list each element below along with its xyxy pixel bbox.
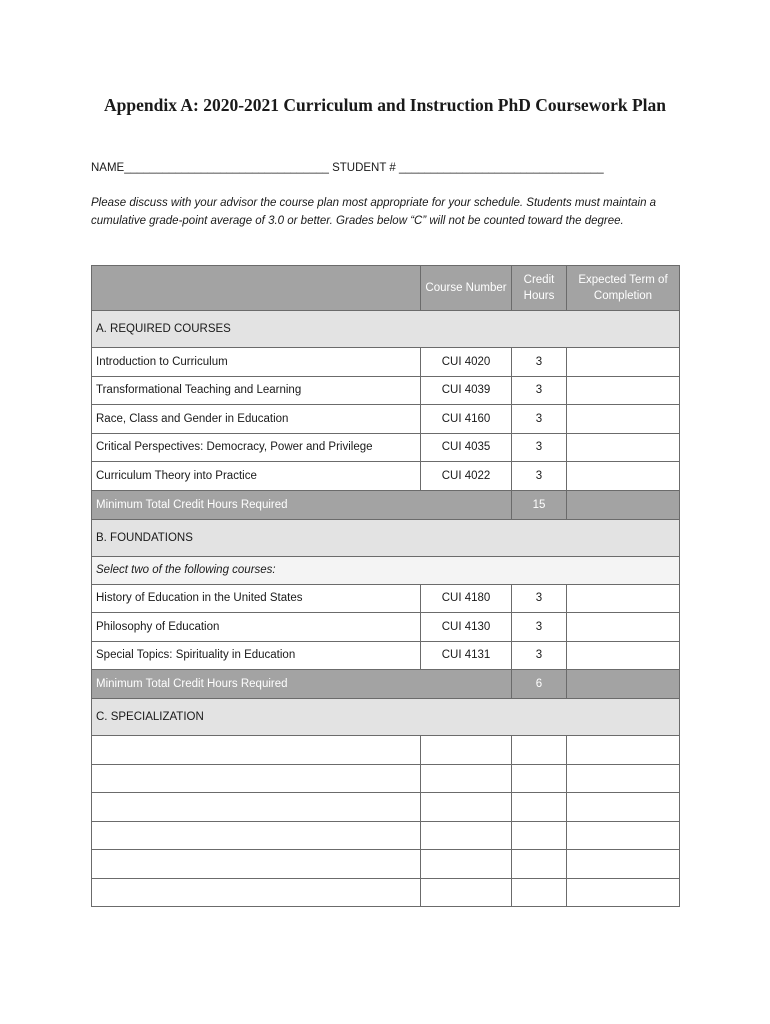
blank-course-number-cell[interactable] bbox=[421, 736, 512, 765]
credit-hours: 3 bbox=[512, 641, 567, 670]
total-label: Minimum Total Credit Hours Required bbox=[92, 670, 512, 699]
blank-course-name-cell[interactable] bbox=[92, 736, 421, 765]
blank-expected-term-cell[interactable] bbox=[567, 821, 680, 850]
course-row bbox=[92, 376, 680, 405]
course-number: CUI 4130 bbox=[421, 613, 512, 642]
credit-hours: 3 bbox=[512, 376, 567, 405]
specialization-blank-row bbox=[92, 850, 680, 879]
specialization-blank-row bbox=[92, 821, 680, 850]
blank-course-name-cell[interactable] bbox=[92, 850, 421, 879]
course-name: Critical Perspectives: Democracy, Power and Privilege bbox=[92, 433, 421, 462]
blank-expected-term-cell[interactable] bbox=[567, 850, 680, 879]
expected-term-cell[interactable] bbox=[567, 641, 680, 670]
section-specialization bbox=[92, 699, 680, 736]
course-name: Special Topics: Spirituality in Education bbox=[92, 641, 421, 670]
credit-hours: 3 bbox=[512, 613, 567, 642]
expected-term-cell[interactable] bbox=[567, 405, 680, 434]
total-row bbox=[92, 490, 680, 519]
blank-course-name-cell[interactable] bbox=[92, 793, 421, 822]
foundations-note: Select two of the following courses: bbox=[92, 556, 680, 584]
course-number: CUI 4020 bbox=[421, 348, 512, 377]
coursework-table bbox=[91, 265, 680, 907]
blank-course-name-cell[interactable] bbox=[92, 764, 421, 793]
blank-credit-hours-cell[interactable] bbox=[512, 821, 567, 850]
course-name: Transformational Teaching and Learning bbox=[92, 376, 421, 405]
blank-expected-term-cell[interactable] bbox=[567, 793, 680, 822]
blank-course-name-cell[interactable] bbox=[92, 821, 421, 850]
total-row bbox=[92, 670, 680, 699]
total-label: Minimum Total Credit Hours Required bbox=[92, 490, 512, 519]
total-blank bbox=[567, 670, 680, 699]
total-hours: 6 bbox=[512, 670, 567, 699]
course-number: CUI 4131 bbox=[421, 641, 512, 670]
course-row bbox=[92, 433, 680, 462]
table-header-row bbox=[92, 266, 680, 311]
course-name: History of Education in the United States bbox=[92, 584, 421, 613]
course-row bbox=[92, 584, 680, 613]
course-name: Introduction to Curriculum bbox=[92, 348, 421, 377]
expected-term-cell[interactable] bbox=[567, 376, 680, 405]
specialization-blank-row bbox=[92, 793, 680, 822]
blank-course-number-cell[interactable] bbox=[421, 878, 512, 907]
instructions-text: Please discuss with your advisor the course plan most appropriate for your schedule. Students must maintain a cumulative grade-point average of 3.0 or better. Grades below “C” will not be counted toward the degree. bbox=[91, 197, 657, 227]
course-number: CUI 4160 bbox=[421, 405, 512, 434]
blank-course-number-cell[interactable] bbox=[421, 764, 512, 793]
credit-hours: 3 bbox=[512, 348, 567, 377]
expected-term-cell[interactable] bbox=[567, 348, 680, 377]
foundations-note-row bbox=[92, 556, 680, 584]
blank-credit-hours-cell[interactable] bbox=[512, 850, 567, 879]
course-row bbox=[92, 348, 680, 377]
blank-credit-hours-cell[interactable] bbox=[512, 793, 567, 822]
document-title: Appendix A: 2020-2021 Curriculum and Instruction PhD Coursework Plan bbox=[104, 95, 666, 115]
blank-course-number-cell[interactable] bbox=[421, 793, 512, 822]
name-student-fields: NAME________________________________ STUDENT # ________________________________ bbox=[91, 162, 604, 174]
credit-hours: 3 bbox=[512, 462, 567, 491]
course-number: CUI 4022 bbox=[421, 462, 512, 491]
specialization-blank-row bbox=[92, 736, 680, 765]
blank-expected-term-cell[interactable] bbox=[567, 878, 680, 907]
blank-course-name-cell[interactable] bbox=[92, 878, 421, 907]
blank-credit-hours-cell[interactable] bbox=[512, 764, 567, 793]
expected-term-cell[interactable] bbox=[567, 584, 680, 613]
credit-hours: 3 bbox=[512, 433, 567, 462]
section-label: B. FOUNDATIONS bbox=[92, 519, 680, 556]
header-course bbox=[92, 266, 421, 311]
header-expected-term: Expected Term of Completion bbox=[567, 266, 680, 311]
header-course-number: Course Number bbox=[421, 266, 512, 311]
blank-course-number-cell[interactable] bbox=[421, 821, 512, 850]
course-number: CUI 4035 bbox=[421, 433, 512, 462]
section-required-courses bbox=[92, 311, 680, 348]
blank-course-number-cell[interactable] bbox=[421, 850, 512, 879]
course-row bbox=[92, 405, 680, 434]
course-number: CUI 4180 bbox=[421, 584, 512, 613]
course-name: Curriculum Theory into Practice bbox=[92, 462, 421, 491]
specialization-blank-row bbox=[92, 764, 680, 793]
specialization-blank-row bbox=[92, 878, 680, 907]
blank-expected-term-cell[interactable] bbox=[567, 736, 680, 765]
blank-credit-hours-cell[interactable] bbox=[512, 736, 567, 765]
section-label: C. SPECIALIZATION bbox=[92, 699, 680, 736]
course-name: Philosophy of Education bbox=[92, 613, 421, 642]
expected-term-cell[interactable] bbox=[567, 462, 680, 491]
course-name: Race, Class and Gender in Education bbox=[92, 405, 421, 434]
course-row bbox=[92, 462, 680, 491]
header-credit-hours: Credit Hours bbox=[512, 266, 567, 311]
section-foundations bbox=[92, 519, 680, 556]
expected-term-cell[interactable] bbox=[567, 433, 680, 462]
course-number: CUI 4039 bbox=[421, 376, 512, 405]
blank-expected-term-cell[interactable] bbox=[567, 764, 680, 793]
course-row bbox=[92, 613, 680, 642]
credit-hours: 3 bbox=[512, 405, 567, 434]
blank-credit-hours-cell[interactable] bbox=[512, 878, 567, 907]
expected-term-cell[interactable] bbox=[567, 613, 680, 642]
total-blank bbox=[567, 490, 680, 519]
total-hours: 15 bbox=[512, 490, 567, 519]
course-row bbox=[92, 641, 680, 670]
section-label: A. REQUIRED COURSES bbox=[92, 311, 680, 348]
credit-hours: 3 bbox=[512, 584, 567, 613]
